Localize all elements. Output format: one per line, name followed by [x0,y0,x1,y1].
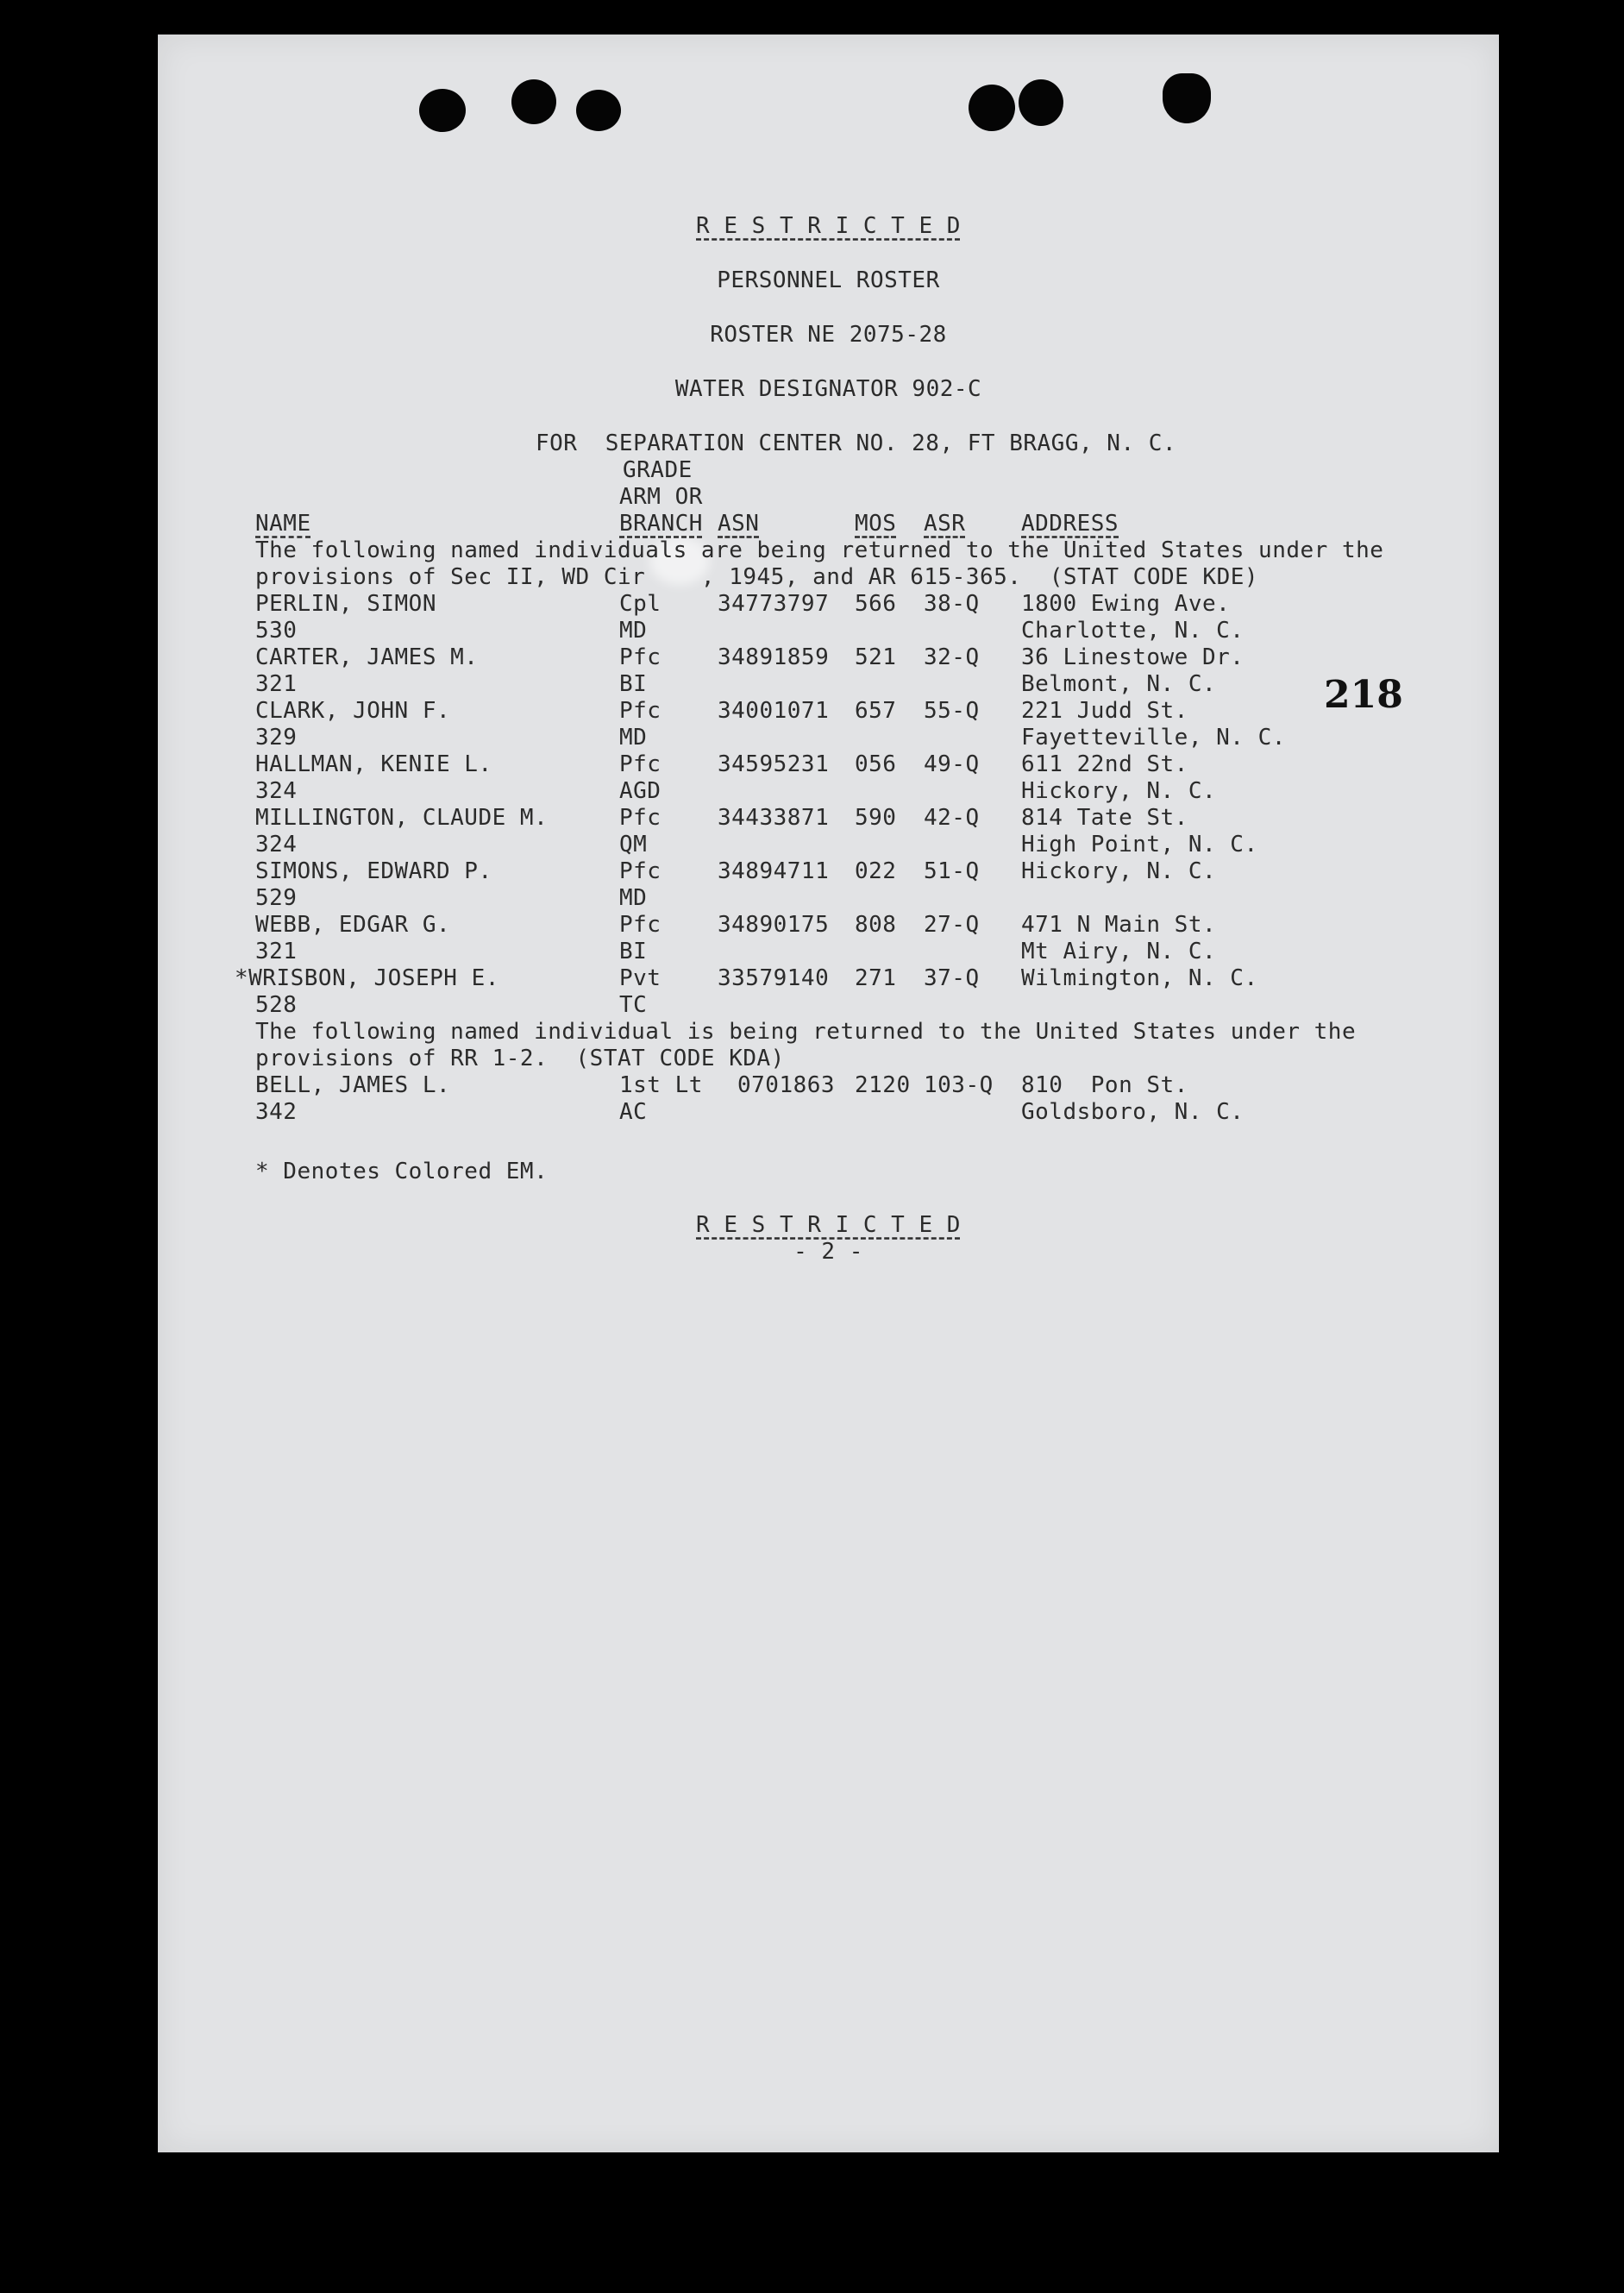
binder-hole [1019,79,1063,126]
row-name: WEBB, EDGAR G. [255,912,451,938]
section-intro-line2: provisions of Sec II, WD Cir , 1945, and AR 615-365. (STAT CODE KDE) [255,564,1259,590]
binder-hole [1163,73,1211,123]
row-code: 342 [255,1099,298,1125]
row-asr: 103-Q [924,1072,994,1098]
row-name: BELL, JAMES L. [255,1072,451,1098]
handwritten-page-stamp: 218 [1324,673,1403,717]
document-title: PERSONNEL ROSTER [717,267,940,293]
row-address-line1: 814 Tate St. [1021,805,1188,831]
row-grade: 1st Lt [619,1072,703,1098]
row-address-line1: Wilmington, N. C. [1021,965,1258,991]
row-address-line2: Charlotte, N. C. [1021,618,1245,644]
row-branch: BI [619,671,648,697]
column-header-grade: GRADE [623,457,693,483]
row-mos: 2120 [855,1072,911,1098]
column-header-asr: ASR [924,511,966,537]
row-code: 324 [255,832,298,858]
row-asr: 38-Q [924,591,980,617]
row-code: 321 [255,671,298,697]
row-name: SIMONS, EDWARD P. [255,858,492,884]
row-mos: 521 [855,644,897,670]
row-asn: 34773797 [718,591,830,617]
row-name: *WRISBON, JOSEPH E. [235,965,499,991]
row-asn: 0701863 [737,1072,836,1098]
row-address-line2: Fayetteville, N. C. [1021,725,1286,751]
row-asn: 33579140 [718,965,830,991]
column-header-mos: MOS [855,511,897,537]
row-grade: Pfc [619,751,662,777]
row-asn: 34001071 [718,698,830,724]
row-asr: 42-Q [924,805,980,831]
row-mos: 022 [855,858,897,884]
row-branch: QM [619,832,648,858]
row-branch: AGD [619,778,662,804]
row-address-line2: High Point, N. C. [1021,832,1258,858]
row-asr: 55-Q [924,698,980,724]
row-grade: Pfc [619,912,662,938]
row-grade: Pfc [619,644,662,670]
column-header-name: NAME [255,511,311,537]
row-branch: MD [619,618,648,644]
classification-top: R E S T R I C T E D [696,213,961,239]
row-grade: Pfc [619,858,662,884]
classification-bottom: R E S T R I C T E D [696,1212,961,1238]
roster-number: ROSTER NE 2075-28 [710,322,947,348]
row-asr: 51-Q [924,858,980,884]
row-mos: 657 [855,698,897,724]
section-intro-line1: The following named individual is being returned to the United States under the [255,1019,1357,1045]
row-address-line2: Goldsboro, N. C. [1021,1099,1245,1125]
row-name: CLARK, JOHN F. [255,698,451,724]
row-asn: 34890175 [718,912,830,938]
row-code: 528 [255,992,298,1018]
row-address-line1: 221 Judd St. [1021,698,1188,724]
row-address-line1: 810 Pon St. [1021,1072,1188,1098]
row-address-line1: 36 Linestowe Dr. [1021,644,1245,670]
row-mos: 808 [855,912,897,938]
row-branch: MD [619,725,648,751]
row-grade: Pvt [619,965,662,991]
destination-line: FOR SEPARATION CENTER NO. 28, FT BRAGG, N. C. [536,430,1177,456]
row-address-line1: Hickory, N. C. [1021,858,1217,884]
page-number: - 2 - [793,1239,863,1265]
section-intro-line2: provisions of RR 1-2. (STAT CODE KDA) [255,1046,785,1071]
row-mos: 590 [855,805,897,831]
row-grade: Cpl [619,591,662,617]
row-asn: 34894711 [718,858,830,884]
column-header-branch: BRANCH [619,511,703,537]
row-asr: 27-Q [924,912,980,938]
row-code: 329 [255,725,298,751]
row-name: PERLIN, SIMON [255,591,436,617]
row-branch: TC [619,992,648,1018]
row-address-line2: Belmont, N. C. [1021,671,1217,697]
row-branch: AC [619,1099,648,1125]
row-name: HALLMAN, KENIE L. [255,751,492,777]
row-asr: 37-Q [924,965,980,991]
row-code: 530 [255,618,298,644]
row-address-line2: Hickory, N. C. [1021,778,1217,804]
row-name: CARTER, JAMES M. [255,644,479,670]
binder-hole [969,85,1015,131]
row-mos: 566 [855,591,897,617]
row-grade: Pfc [619,805,662,831]
section-intro-line1: The following named individuals are being returned to the United States under the [255,537,1384,563]
column-header-asn: ASN [718,511,760,537]
row-asn: 34595231 [718,751,830,777]
row-asn: 34433871 [718,805,830,831]
row-branch: BI [619,939,648,964]
row-asr: 49-Q [924,751,980,777]
row-asn: 34891859 [718,644,830,670]
row-mos: 056 [855,751,897,777]
row-address-line1: 471 N Main St. [1021,912,1217,938]
row-code: 324 [255,778,298,804]
binder-hole [419,89,466,132]
row-address-line1: 1800 Ewing Ave. [1021,591,1231,617]
binder-hole [511,79,556,124]
row-mos: 271 [855,965,897,991]
row-code: 321 [255,939,298,964]
row-code: 529 [255,885,298,911]
row-address-line1: 611 22nd St. [1021,751,1188,777]
row-grade: Pfc [619,698,662,724]
binder-hole [576,90,621,131]
footnote: * Denotes Colored EM. [255,1159,549,1184]
row-address-line2: Mt Airy, N. C. [1021,939,1217,964]
water-designator: WATER DESIGNATOR 902-C [674,376,982,402]
row-name: MILLINGTON, CLAUDE M. [255,805,549,831]
column-header-address: ADDRESS [1021,511,1119,537]
row-branch: MD [619,885,648,911]
row-asr: 32-Q [924,644,980,670]
column-header-arm-or: ARM OR [619,484,703,510]
